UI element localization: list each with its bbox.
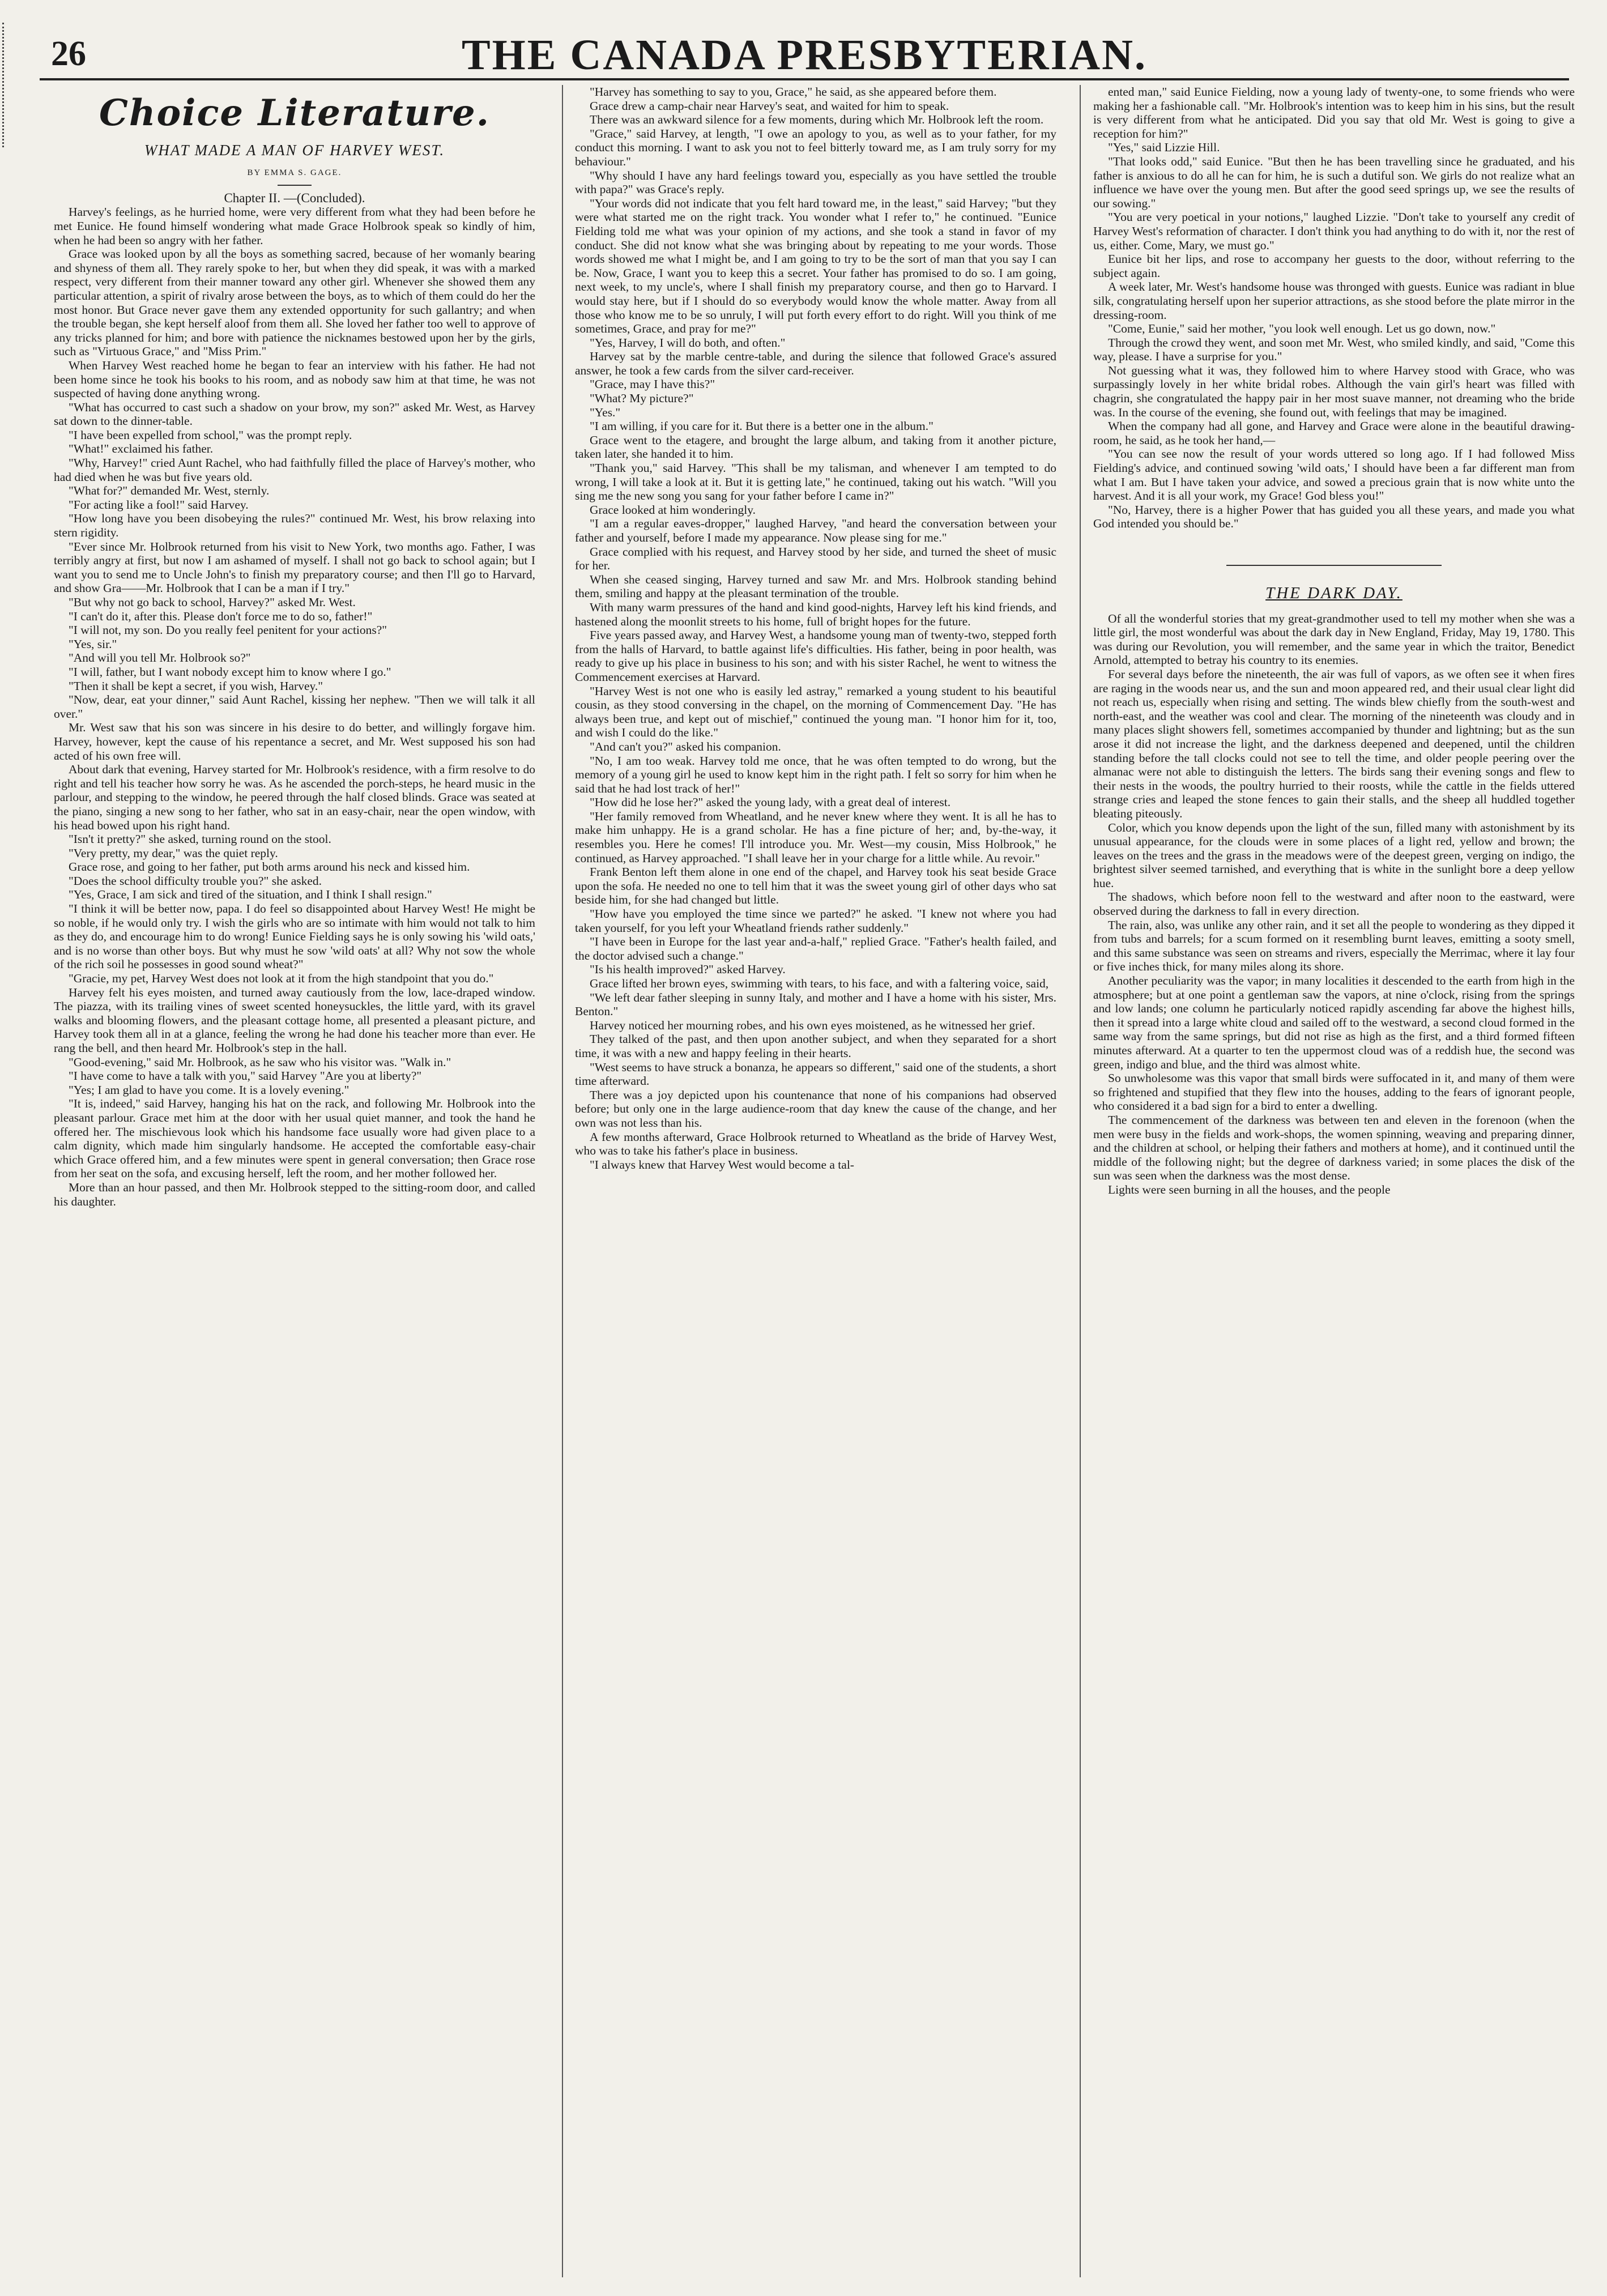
- story-paragraph: "I am a regular eaves-dropper," laughed Harvey, "and heard the conversation between your father and yourself, before I made my appearance. Now please sing for me.": [575, 517, 1056, 544]
- story-paragraph: "I have been expelled from school," was the prompt reply.: [69, 428, 352, 442]
- story-paragraph: When Harvey West reached home he began to fear an interview with his father. He had not been home since he took his books to his room, and as nobody saw him at that time, he was not suspected of having done anything wrong.: [54, 358, 535, 401]
- story-paragraph: "What for?" demanded Mr. West, sternly.: [69, 484, 270, 498]
- story-paragraph: "Why, Harvey!" cried Aunt Rachel, who had faithfully filled the place of Harvey's mother, who had died when he was but five years old.: [54, 456, 535, 484]
- story-paragraph: Grace drew a camp-chair near Harvey's seat, and waited for him to speak.: [590, 99, 949, 113]
- page-number: 26: [51, 35, 86, 73]
- story-paragraph: More than an hour passed, and then Mr. Holbrook stepped to the sitting-room door, and called his daughter.: [54, 1180, 535, 1208]
- section-heading: Choice Literature.: [99, 92, 491, 134]
- story-paragraph: "And will you tell Mr. Holbrook so?": [69, 651, 251, 665]
- story-paragraph: "No, Harvey, there is a higher Power that has guided you all these years, and made you what God intended you should be.": [1093, 502, 1575, 531]
- story-paragraph: "Why should I have any hard feelings toward you, especially as you have settled the trouble with papa?" was Grace's reply.: [575, 168, 1056, 197]
- story-paragraph: Grace went to the etagere, and brought the large album, and taking from it another picture, taken later, she handed it to him.: [575, 433, 1056, 461]
- story-paragraph: "But why not go back to school, Harvey?" asked Mr. West.: [69, 595, 356, 609]
- story-paragraph: A week later, Mr. West's handsome house was thronged with guests. Eunice was radiant in blue silk, congratulating herself upon her superior attractions, as she stood before the plate mirror in the dressing-room.: [1093, 280, 1575, 322]
- page-header: [40, 23, 1569, 79]
- story-paragraph: "Good-evening," said Mr. Holbrook, as he saw who his visitor was. "Walk in.": [69, 1055, 451, 1069]
- story-paragraph: When the company had all gone, and Harvey and Grace were alone in the beautiful drawing-room, he said, as he took her hand,—: [1093, 419, 1575, 447]
- story-paragraph: "Yes, sir.": [69, 637, 117, 651]
- story-paragraph: Not guessing what it was, they followed him to where Harvey stood with Grace, who was surpassingly lovely in her white bridal robes. Although the vain girl's heart was filled with chagrin, she congratulated the happy pair in her most suave manner, not dreaming who the bride was. In the course of the evening, she found out, with feelings that may be imagined.: [1093, 363, 1575, 419]
- story-paragraph: "Does the school difficulty trouble you?" she asked.: [69, 874, 322, 888]
- column-1: [54, 85, 535, 2277]
- story-title: WHAT MADE A MAN OF HARVEY WEST.: [144, 141, 445, 159]
- story-paragraph: "Then it shall be kept a secret, if you wish, Harvey.": [69, 679, 323, 693]
- dark-day-body: [1093, 612, 1575, 1197]
- story-paragraph: "I will, father, but I want nobody except him to know where I go.": [69, 664, 391, 679]
- story-paragraph: "For acting like a fool!" said Harvey.: [69, 497, 249, 512]
- section-divider: [1226, 565, 1442, 566]
- dark-day-paragraph: The rain, also, was unlike any other rain, and it set all the people to wondering as they dipped it from tubs and barrels; for a scum formed on it resembling burnt leaves, emitting a sooty smell, and this same substance was seen on streams and rivers, especially the Merrimac, where it lay four or five inches thick, for many miles along its shore.: [1093, 918, 1575, 974]
- story-paragraph: "Isn't it pretty?" she asked, turning round on the stool.: [69, 832, 331, 846]
- dark-day-paragraph: Another peculiarity was the vapor; in many localities it descended to the earth from high in the atmosphere; but at one point a gentleman saw the vapors, at nine o'clock, rising from the springs and low lands; one column he particularly noticed rapidly ascending far above the highest hills, then it spread into a large white cloud and sailed off to the westward, a second cloud formed in the same way from the same springs, but did not rise as high as the first, and a third formed fifteen minutes afterward. At a quarter to ten the uppermost cloud was of a reddish hue, the second was green, indigo and blue, and the third was almost white.: [1093, 974, 1575, 1071]
- dark-day-paragraph: Color, which you know depends upon the light of the sun, filled many with astonishment by its unusual appearance, for the clouds were in some places of a light red, yellow and brown; the leaves on the trees and the grass in the meadows were of the deepest green, verging on indigo, the brightest silver seemed tarnished, and everything that is white in the sunlight bore a deep yellow hue.: [1093, 820, 1575, 890]
- story-paragraph: Grace complied with his request, and Harvey stood by her side, and turned the sheet of music for her.: [575, 544, 1056, 573]
- story-paragraph: "No, I am too weak. Harvey told me once, that he was often tempted to do wrong, but the memory of a young girl he used to know kept him in the right path. I felt so sorry for him when he said that he had lost track of her!": [575, 753, 1056, 795]
- story-paragraph: "I think it will be better now, papa. I do feel so disappointed about Harvey West! He might be so noble, if he would only try. I wish the girls who are so intimate with him would not talk to him as they do, and encourage him to do wrong! Eunice Fielding says he is only sowing his 'wild oats,' and is no worse than other boys. But why must he sow 'wild oats' at all? Why not sow the whole of the rich soil he possesses in good sound wheat?": [54, 902, 535, 972]
- story-paragraph: "West seems to have struck a bonanza, he appears so different," said one of the students, a short time afterward.: [575, 1060, 1056, 1088]
- story-paragraph: "Harvey West is not one who is easily led astray," remarked a young student to his beautiful cousin, as they stood conversing in the chapel, on the morning of Commencement Day. "He has always been true, and kept out of mischief," continued the young man. "I honor him for it, too, and wish I could do the like.": [575, 684, 1056, 740]
- story-paragraph: Harvey sat by the marble centre-table, and during the silence that followed Grace's assured answer, he took a few cards from the silver card-receiver.: [575, 350, 1056, 377]
- story-paragraph: There was a joy depicted upon his countenance that none of his companions had observed before; but only one in the large audience-room that day knew the cause of the change, and her own was not less than his.: [575, 1088, 1056, 1130]
- story-paragraph: "You can see now the result of your words uttered so long ago. If I had followed Miss Fielding's advice, and continued sowing 'wild oats,' I should have been a far different man from what I am. But I have taken your advice, and sowed a precious grain that is now white unto the harvest. And it is all your work, my Grace! God bless you!": [1093, 447, 1575, 503]
- story-paragraph: "Grace, may I have this?": [590, 377, 715, 391]
- story-paragraph: Harvey's feelings, as he hurried home, were very different from what they had been before he met Eunice. He found himself wondering what made Grace Holbrook speak so kindly of him, when he had been so angry with her father.: [54, 205, 535, 247]
- column-1-body: [54, 205, 535, 1208]
- story-paragraph: "How did he lose her?" asked the young lady, with a great deal of interest.: [590, 795, 951, 810]
- story-paragraph: "What? My picture?": [590, 391, 694, 406]
- story-paragraph: "It is, indeed," said Harvey, hanging his hat on the rack, and following Mr. Holbrook into the pleasant parlour. Grace met him at the door with her usual quiet manner, and took the hand he offered her. The mischievous look which his handsome face usually wore had given place to a calm dignity, which made him singularly handsome. He accepted the comfortable easy-chair which Grace offered him, and a few minutes were spent in general conversation; then Grace rose from her seat on the sofa, and excusing herself, left the room, and her mother followed her.: [54, 1097, 535, 1181]
- header-rule: [40, 78, 1569, 80]
- story-paragraph: "Your words did not indicate that you felt hard toward me, in the least," said Harvey; "but they were what started me on the right track. You wonder what I refer to," he continued. "Eunice Fielding told me what was your opinion of my actions, and she took a stand in favor of my conduct. She did not know what she was bringing about by repeating to me your words. Those words showed me what I might be, and I am going to try to be the sort of man that you say I can be. Now, Grace, I want you to keep this a secret. Your father has promised to do so. I am going, next week, to my uncle's, where I shall finish my preparatory course, and then go to Harvard. I would stay here, but if I should do so everybody would know the whole matter. Away from all those who know me to be so unruly, I will put forth every effort to do right. Will you think of me sometimes, Grace, and pray for me?": [575, 196, 1056, 336]
- story-paragraph: "What has occurred to cast such a shadow on your brow, my son?" asked Mr. West, as Harvey sat down to the dinner-table.: [54, 400, 535, 428]
- story-paragraph: "Very pretty, my dear," was the quiet reply.: [69, 846, 278, 860]
- story-paragraph: "Yes," said Lizzie Hill.: [1108, 140, 1220, 155]
- story-paragraph: Mr. West saw that his son was sincere in his desire to do better, and willingly forgave him. Harvey, however, kept the cause of his repentance a secret, and Mr. West supposed his son had acted of his own free will.: [54, 721, 535, 763]
- dark-day-paragraph: So unwholesome was this vapor that small birds were suffocated in it, and many of them were so frightened and stupified that they flew into the houses, adding to the fears of ignorant people, who considered it a bad sign for a bird to enter a dwelling.: [1093, 1071, 1575, 1113]
- dark-day-paragraph: The shadows, which before noon fell to the westward and after noon to the eastward, were observed during the darkness to fall in every direction.: [1093, 890, 1575, 918]
- story-paragraph: "What!" exclaimed his father.: [69, 442, 214, 456]
- story-paragraph: "Thank you," said Harvey. "This shall be my talisman, and whenever I am tempted to do wrong, I will take a look at it. But it is getting late," he continued, taking out his watch. "Will you sing me the new song you sang for your father before I came in?": [575, 461, 1056, 503]
- story-paragraph: "Yes, Grace, I am sick and tired of the situation, and I think I shall resign.": [69, 888, 432, 902]
- story-paragraph: "Ever since Mr. Holbrook returned from his visit to New York, two months ago. Father, I was terribly angry at first, but now I am ashamed of myself. I shall not go back to school again; but I want you to send me to Uncle John's to finish my preparatory course; and then I'll go to Harvard, and show Gra——Mr. Holbrook that I can be a man if I try.": [54, 539, 535, 595]
- story-paragraph: With many warm pressures of the hand and kind good-nights, Harvey left his kind friends, and hastened along the moonlit streets to his home, full of bright hopes for the future.: [575, 600, 1056, 628]
- story-paragraph: They talked of the past, and then upon another subject, and when they separated for a short time, it was with a new and happy feeling in their hearts.: [575, 1032, 1056, 1060]
- story-paragraph: "Yes.": [590, 405, 621, 419]
- column-divider-1: [562, 85, 563, 2277]
- story-paragraph: Grace was looked upon by all the boys as something sacred, because of her womanly bearing and shyness of them all. They rarely spoke to her, but when they did speak, it was with a marked respect, very different from their manner toward any other girl. Whenever she showed them any particular attention, a spirit of rivalry arose between the boys, as to which of them could do her the most honor. But Grace never gave them any extended opportunity for such gallantry; and when the trouble began, she kept herself aloof from them all. She loved her father too well to approve of any tricks planned for him; and bore with patience the nicknames bestowed upon her by the girls, such as "Virtuous Grace," and "Miss Prim.": [54, 247, 535, 359]
- story-paragraph: "You are very poetical in your notions," laughed Lizzie. "Don't take to yourself any credit of Harvey West's reformation of character. I don't think you had anything to do with it, nor the rest of us, either. Come, Mary, we must go.": [1093, 210, 1575, 252]
- story-paragraph: "I will not, my son. Do you really feel penitent for your actions?": [69, 623, 387, 637]
- column-divider-2: [1080, 85, 1081, 2277]
- story-paragraph: A few months afterward, Grace Holbrook returned to Wheatland as the bride of Harvey West, who was to take his father's place in business.: [575, 1130, 1056, 1158]
- dark-day-paragraph: Of all the wonderful stories that my great-grandmother used to tell my mother when she was a little girl, the most wonderful was about the dark day in New England, Friday, May 19, 1780. This was during our Revolution, you will remember, and the same year in which the traitor, Benedict Arnold, attempted to betray his country to its enemies.: [1093, 611, 1575, 667]
- story-paragraph: "I can't do it, after this. Please don't force me to do so, father!": [69, 609, 373, 623]
- story-paragraph: "Yes; I am glad to have you come. It is a lovely evening.": [69, 1083, 349, 1097]
- story-paragraph: "Now, dear, eat your dinner," said Aunt Rachel, kissing her nephew. "Then we will talk it all over.": [54, 693, 535, 721]
- story-paragraph: "I am willing, if you care for it. But there is a better one in the album.": [590, 419, 933, 433]
- column-2-body: [575, 85, 1056, 1172]
- column-3-body: [1093, 85, 1575, 531]
- story-paragraph: Through the crowd they went, and soon met Mr. West, who smiled kindly, and said, "Come this way, please. I have a surprise for you.": [1093, 335, 1575, 364]
- story-paragraph: "How long have you been disobeying the rules?" continued Mr. West, his brow relaxing into stern rigidity.: [54, 512, 535, 540]
- story-paragraph: "I always knew that Harvey West would become a tal-: [590, 1157, 854, 1172]
- story-paragraph: Grace rose, and going to her father, put both arms around his neck and kissed him.: [69, 860, 470, 874]
- story-paragraph: "I have come to have a talk with you," said Harvey "Are you at liberty?": [69, 1069, 422, 1083]
- story-paragraph: "Harvey has something to say to you, Grace," he said, as she appeared before them.: [590, 85, 997, 99]
- story-paragraph: "Come, Eunie," said her mother, "you look well enough. Let us go down, now.": [1108, 322, 1496, 336]
- story-paragraph: Frank Benton left them alone in one end of the chapel, and Harvey took his seat beside Grace upon the sofa. He needed no one to tell him that it was the sweet young girl of other days who sat beside him, for she had changed but little.: [575, 865, 1056, 907]
- story-paragraph: "Grace," said Harvey, at length, "I owe an apology to you, as well as to your father, for my conduct this morning. I want to ask you not to feel bitterly toward me, as I am truly sorry for my behaviour.": [575, 126, 1056, 168]
- chapter-heading: Chapter II. —(Concluded).: [224, 190, 365, 205]
- column-3: [1093, 85, 1575, 2277]
- masthead: THE CANADA PRESBYTERIAN.: [461, 31, 1148, 79]
- dark-day-title: THE DARK DAY.: [1265, 584, 1403, 602]
- story-paragraph: Eunice bit her lips, and rose to accompany her guests to the door, without referring to the subject again.: [1093, 252, 1575, 280]
- story-paragraph: "And can't you?" asked his companion.: [590, 739, 781, 753]
- story-paragraph: "Is his health improved?" asked Harvey.: [590, 962, 786, 977]
- story-paragraph: "We left dear father sleeping in sunny Italy, and mother and I have a home with his sister, Mrs. Benton.": [575, 990, 1056, 1019]
- dark-day-paragraph: For several days before the nineteenth, the air was full of vapors, as we often see it when fires are raging in the woods near us, and the sun and moon appeared red, and their usual clear light did not reach us, especially when rising and setting. The winds blew chiefly from the south-west and north-east, and the weather was cool and clear. The morning of the nineteenth was cloudy and in many places slight showers fell, sometimes accompanied by thunder and lightning; but as the sun arose it did not increase the light, and the darkness deepened and deepened, until the children standing before the tall clocks could not see to tell the time, and older people peering over the almanac were not able to distinguish the letters. The birds sang their evening songs and flew to their nests in the woods, the poultry hurried to their roosts, while the cattle in the fields uttered strange cries and leaped the stone fences to gain their stalls, and the sheep all huddled together bleating piteously.: [1093, 667, 1575, 820]
- story-paragraph: Harvey felt his eyes moisten, and turned away cautiously from the low, lace-draped window. The piazza, with its trailing vines of sweet scented honeysuckles, the little yard, with its gravel walks and blooming flowers, and the pleasant cottage home, all presented a pleasant picture, and Harvey took them all in at a glance, feeling the wrong he had done his teacher more than ever. He rang the bell, and then heard Mr. Holbrook's step in the hall.: [54, 985, 535, 1055]
- story-paragraph: "I have been in Europe for the last year and-a-half," replied Grace. "Father's health failed, and the doctor advised such a change.": [575, 935, 1056, 962]
- story-paragraph: "How have you employed the time since we parted?" he asked. "I knew not where you had taken yourself, for you left your Wheatland friends rather suddenly.": [575, 907, 1056, 935]
- story-paragraph: Harvey noticed her mourning robes, and his own eyes moistened, as he witnessed her grief.: [590, 1018, 1035, 1032]
- dark-day-paragraph: The commencement of the darkness was between ten and eleven in the forenoon (when the men were busy in the fields and work-shops, the women spinning, weaving and preparing dinner, and the children at school, or helping their fathers and mothers at home), and it continued until the middle of the following night; but the degree of darkness varied; in some places the disk of the sun was seen when the darkness was the most dense.: [1093, 1113, 1575, 1183]
- story-paragraph: ented man," said Eunice Fielding, now a young lady of twenty-one, to some friends who were making her a fashionable call. "Mr. Holbrook's intention was to keep him in his sins, but the result is very different from what he anticipated. Did you say that old Mr. West is going to give a reception for him?": [1093, 85, 1575, 140]
- byline-rule: [278, 185, 312, 186]
- story-paragraph: When she ceased singing, Harvey turned and saw Mr. and Mrs. Holbrook standing behind them, smiling and happy at the pleasant termination of the trouble.: [575, 572, 1056, 600]
- story-paragraph: About dark that evening, Harvey started for Mr. Holbrook's residence, with a firm resolve to do right and tell his teacher how sorry he was. As he ascended the porch-steps, he heard music in the parlour, and stepping to the window, he peered through the half closed blinds. Grace was seated at the piano, singing a new song to her father, who sat in an easy-chair, near the open window, with his head bowed upon his right hand.: [54, 763, 535, 832]
- byline: BY EMMA S. GAGE.: [247, 168, 342, 178]
- story-paragraph: There was an awkward silence for a few moments, during which Mr. Holbrook left the room.: [590, 113, 1044, 127]
- column-2: [575, 85, 1056, 2277]
- story-paragraph: "Gracie, my pet, Harvey West does not look at it from the high standpoint that you do.": [69, 972, 494, 986]
- story-paragraph: "Yes, Harvey, I will do both, and often.": [590, 335, 786, 350]
- margin-mark: [2, 23, 10, 147]
- story-paragraph: Five years passed away, and Harvey West, a handsome young man of twenty-two, stepped forth from the halls of Harvard, to battle against life's difficulties. His father, being in poor health, was ready to give up his place in business to his son; and with his sister Rachel, he went to witness the Commencement exercises at Harvard.: [575, 628, 1056, 684]
- story-paragraph: Grace looked at him wonderingly.: [590, 502, 756, 517]
- story-paragraph: "That looks odd," said Eunice. "But then he has been travelling since he graduated, and his father is anxious to do all he can for him, he is such a dutiful son. We girls do not realize what an influence we have over the young men. But after the good seed springs up, we see the results of our sowing.": [1093, 154, 1575, 210]
- story-paragraph: "Her family removed from Wheatland, and he never knew where they went. It is all he has to make him unhappy. He is a grand scholar. He has a fine picture of her; and, by-the-way, it resembles you. Here he comes! I'll introduce you. Mr. West—my cousin, Miss Holbrook," he continued, as Harvey approached. "I shall leave her in your charge for a little while. Au revoir.": [575, 809, 1056, 865]
- story-paragraph: Grace lifted her brown eyes, swimming with tears, to his face, and with a faltering voice, said,: [590, 977, 1049, 990]
- dark-day-paragraph: Lights were seen burning in all the houses, and the people: [1108, 1182, 1391, 1196]
